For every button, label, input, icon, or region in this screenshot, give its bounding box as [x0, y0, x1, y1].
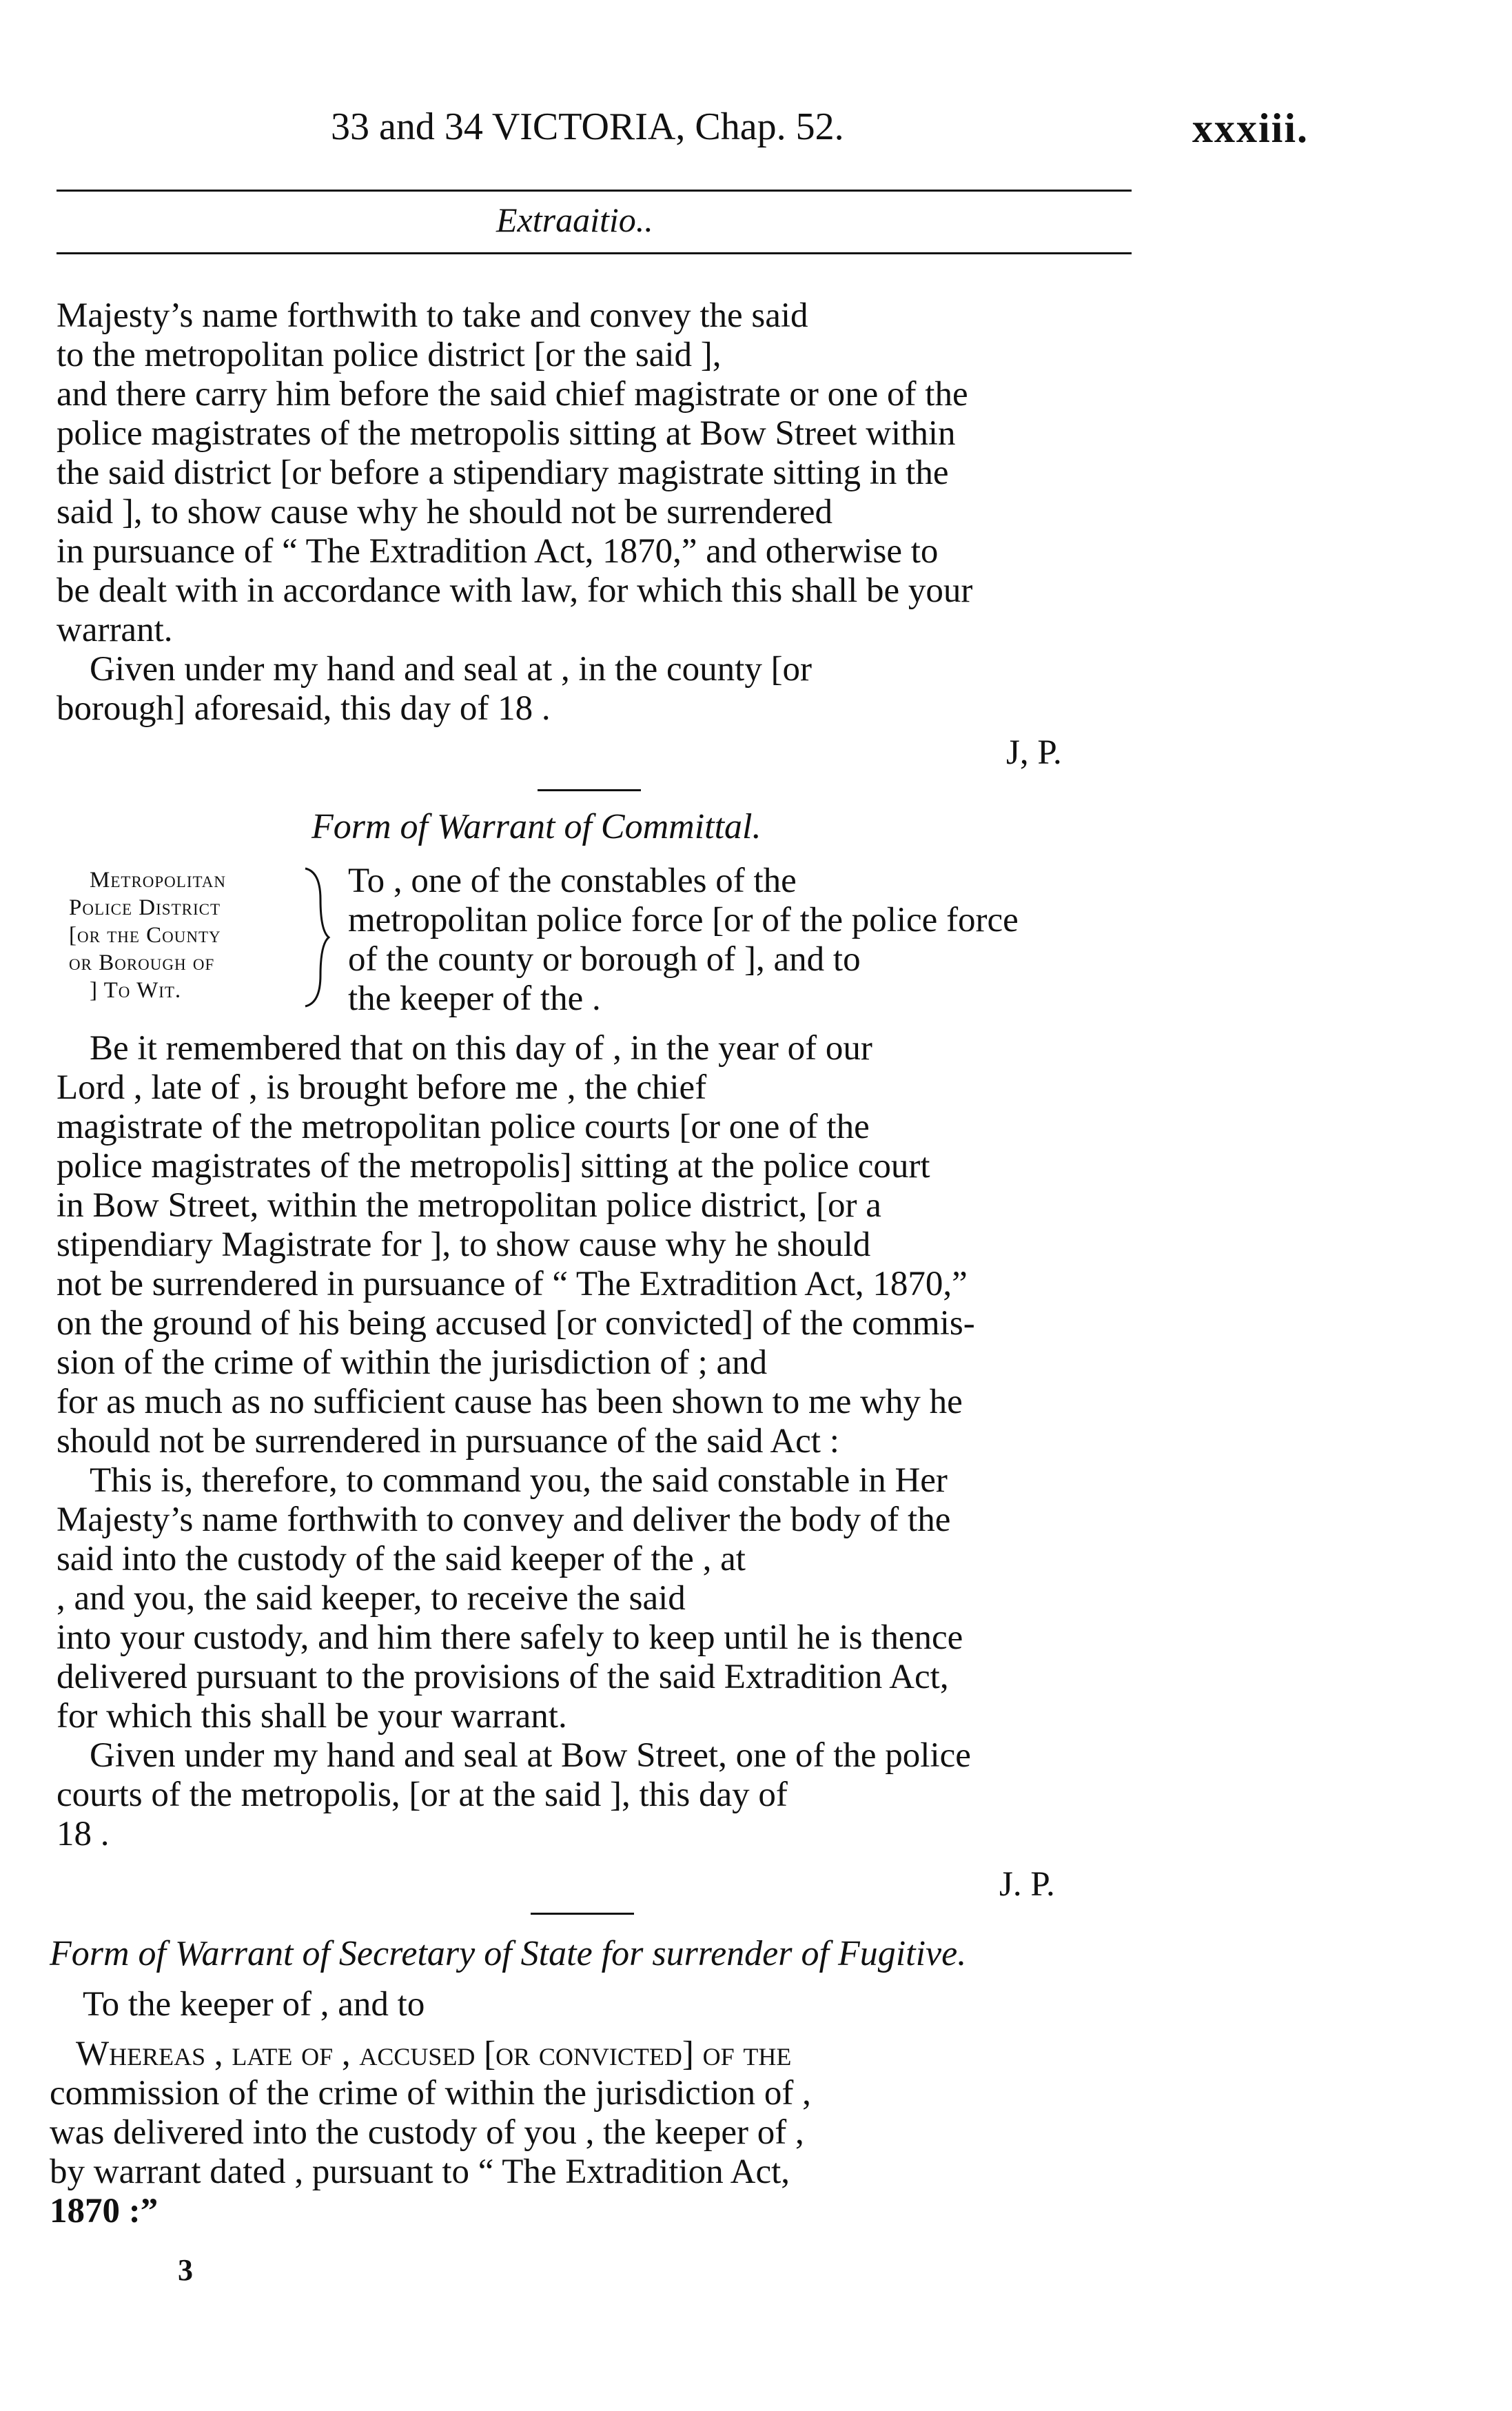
text-line: by warrant dated , pursuant to “ The Extradition Act, [50, 2153, 790, 2191]
text-line: of the county or borough of ], and to [348, 940, 861, 979]
text-line: sion of the crime of within the jurisdiction of ; and [57, 1343, 768, 1382]
text-line: Majesty’s name forthwith to take and convey the said [57, 296, 808, 335]
text-line: commission of the crime of within the jurisdiction of , [50, 2074, 811, 2113]
section-divider [538, 789, 641, 791]
text-line: This is, therefore, to command you, the said constable in Her [90, 1461, 948, 1500]
margin-note-line: [or the County [69, 923, 221, 948]
text-line: said into the custody of the said keeper of the , at [57, 1540, 746, 1578]
header-rule-top [57, 190, 1132, 192]
text-line: Be it remembered that on this day of , in the year of our [90, 1029, 872, 1068]
text-line: delivered pursuant to the provisions of the said Extradition Act, [57, 1658, 949, 1696]
signature-jp-1: J, P. [1006, 733, 1062, 772]
text-line: , and you, the said keeper, to receive the said [57, 1579, 686, 1618]
text-line: Lord , late of , is brought before me , the chief [57, 1068, 707, 1107]
text-line: the keeper of the . [348, 979, 601, 1018]
text-line: said ], to show cause why he should not be surrendered [57, 493, 832, 531]
signature-mark: 3 [178, 2253, 193, 2287]
text-line: To the keeper of , and to [83, 1985, 425, 2024]
text-line: in Bow Street, within the metropolitan police district, [or a [57, 1186, 881, 1225]
text-line: To , one of the constables of the [348, 862, 797, 900]
text-line: not be surrendered in pursuance of “ The Extradition Act, 1870,” [57, 1265, 968, 1303]
text-line: for as much as no sufficient cause has been shown to me why he [57, 1383, 963, 1421]
text-line: in pursuance of “ The Extradition Act, 1870,” and otherwise to [57, 532, 939, 571]
text-line: to the metropolitan police district [or the said ], [57, 336, 722, 374]
page-number-roman: xxxiii. [1192, 105, 1309, 151]
text-line: police magistrates of the metropolis] sitting at the police court [57, 1147, 930, 1186]
form-title-surrender: Form of Warrant of Secretary of State for surrender of Fugitive. [50, 1934, 967, 1973]
text-line: stipendiary Magistrate for ], to show cause why he should [57, 1225, 871, 1264]
text-line: on the ground of his being accused [or convicted] of the commis- [57, 1304, 975, 1343]
running-subtitle: Extraaitio.. [496, 201, 653, 239]
text-line: courts of the metropolis, [or at the said ], this day of [57, 1776, 788, 1814]
text-line: Whereas , late of , accused [or convicted] of the [76, 2035, 792, 2073]
margin-note-line: Police District [69, 895, 221, 920]
margin-note-line: Metropolitan [90, 868, 226, 893]
margin-note-line: ] To Wit. [90, 978, 182, 1003]
text-line: warrant. [57, 611, 173, 649]
text-line: Given under my hand and seal at Bow Street, one of the police [90, 1736, 971, 1775]
text-line: Majesty’s name forthwith to convey and deliver the body of the [57, 1500, 951, 1539]
header-rule-bottom [57, 252, 1132, 254]
text-line: be dealt with in accordance with law, for which this shall be your [57, 571, 973, 610]
text-line: the said district [or before a stipendiary magistrate sitting in the [57, 454, 949, 492]
text-line: 1870 :” [50, 2192, 159, 2230]
text-line: police magistrates of the metropolis sitting at Bow Street within [57, 414, 956, 453]
text-line: 18 . [57, 1815, 110, 1853]
text-line: metropolitan police force [or of the police force [348, 901, 1019, 939]
text-line: and there carry him before the said chief magistrate or one of the [57, 375, 968, 414]
text-line: Given under my hand and seal at , in the county [or [90, 650, 813, 689]
text-line: should not be surrendered in pursuance of the said Act : [57, 1422, 839, 1461]
text-line: magistrate of the metropolitan police courts [or one of the [57, 1108, 870, 1146]
margin-note-line: or Borough of [69, 950, 215, 975]
running-header-title: 33 and 34 VICTORIA, Chap. 52. [331, 105, 844, 148]
form-title-committal: Form of Warrant of Committal. [311, 807, 762, 846]
section-divider [531, 1913, 634, 1915]
signature-jp-2: J. P. [999, 1865, 1055, 1904]
text-line: borough] aforesaid, this day of 18 . [57, 689, 551, 728]
text-line: was delivered into the custody of you , the keeper of , [50, 2113, 804, 2152]
brace-icon [300, 865, 334, 1010]
text-line: for which this shall be your warrant. [57, 1697, 567, 1736]
text-line: into your custody, and him there safely to keep until he is thence [57, 1618, 963, 1657]
